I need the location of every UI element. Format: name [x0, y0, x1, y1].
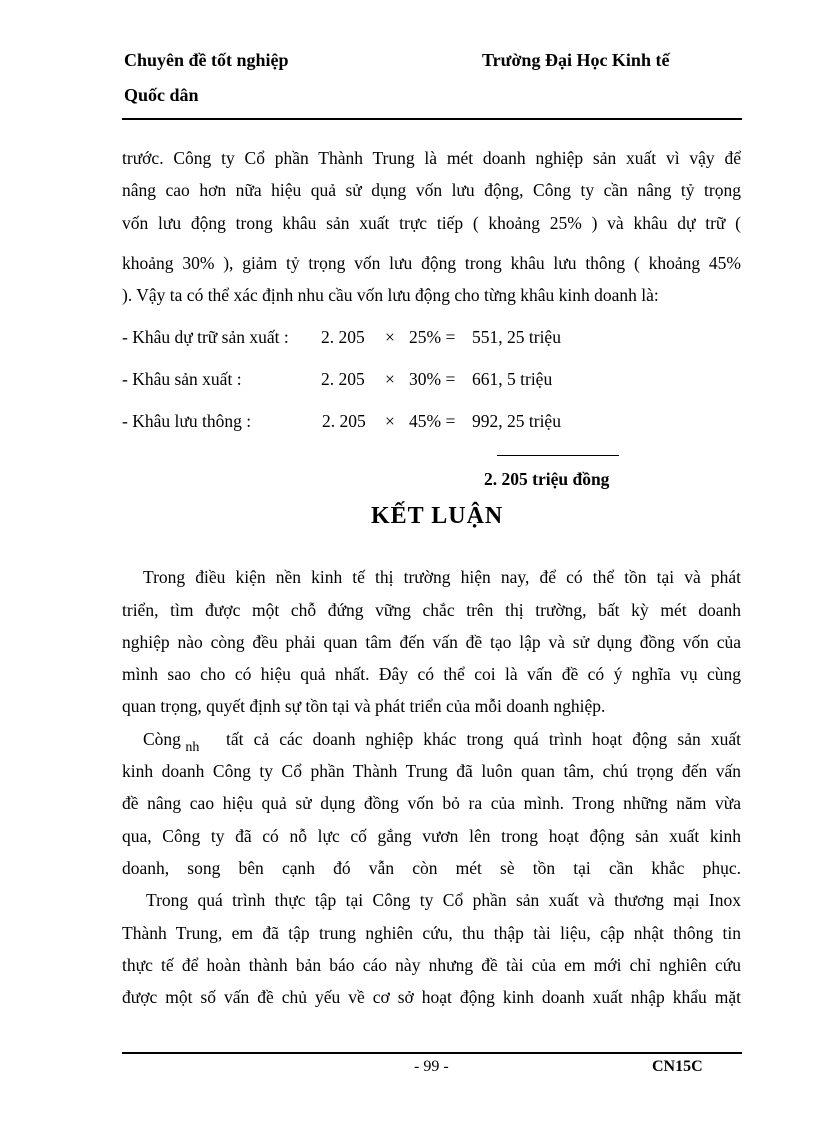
- calc-label: - Khâu dự trữ sản xuất :: [122, 327, 289, 347]
- calc-base: 2. 205: [321, 369, 365, 389]
- calc-result: 992, 25 triệu: [472, 411, 561, 431]
- para3-line-3: thực tế để hoàn thành bản báo cáo này nhưng đề tài của em mới chỉ nghiên cứu: [122, 955, 741, 975]
- intro-line-3: vốn lưu động trong khâu sản xuất trực tiếp ( khoảng 25% ) và khâu dự trữ (: [122, 213, 741, 233]
- para2-line-4: qua, Công ty đã có nỗ lực cố gắng vươn lên trong hoạt động sản xuất kinh: [122, 826, 741, 846]
- para2-line-2: kinh doanh Công ty Cổ phần Thành Trung đã luôn quan tâm, chú trọng đến vấn: [122, 761, 741, 781]
- intro-line-1: trước. Công ty Cổ phần Thành Trung là mét doanh nghiệp sản xuất vì vậy để: [122, 148, 741, 168]
- para2-line-1-rest: tất cả các doanh nghiệp khác trong quá trình hoạt động sản xuất: [226, 729, 741, 749]
- footer-code: CN15C: [652, 1058, 703, 1075]
- para1-line-4: mình sao cho có hiệu quả nhất. Đây có thể coi là vấn đề có ý nghĩa vụ cùng: [122, 664, 741, 684]
- para3-line-2: Thành Trung, em đã tập trung nghiên cứu, thu thập tài liệu, cập nhật thông tin: [122, 923, 741, 943]
- calc-pct: 30% =: [409, 369, 456, 389]
- para1-line-2: triển, tìm được một chỗ đứng vững chắc trên thị trường, bất kỳ mét doanh: [122, 600, 741, 620]
- intro-line-5: ). Vậy ta có thể xác định nhu cầu vốn lưu động cho từng khâu kinh doanh là:: [122, 285, 659, 305]
- calc-label: - Khâu lưu thông :: [122, 411, 252, 431]
- total-amount: 2. 205 triệu đồng: [484, 469, 610, 489]
- conclusion-title: KẾT LUẬN: [371, 503, 504, 529]
- page-number: - 99 -: [414, 1058, 449, 1075]
- calc-label: - Khâu sản xuất :: [122, 369, 242, 389]
- intro-line-4: khoảng 30% ), giảm tỷ trọng vốn lưu động trong khâu lưu thông ( khoảng 45%: [122, 253, 741, 273]
- para2-start: Còng: [143, 729, 181, 749]
- para3-line-4: được một số vấn đề chủ yếu về cơ sở hoạt động kinh doanh xuất nhập khẩu mặt: [122, 987, 741, 1007]
- sum-rule: [497, 455, 619, 456]
- para1-line-1: Trong điều kiện nền kinh tế thị trường hiện nay, để có thể tồn tại và phát: [143, 567, 741, 587]
- calc-op: ×: [385, 411, 395, 431]
- para1-line-3: nghiệp nào còng đều phải quan tâm đến vấn đề tạo lập và sử dụng đồng vốn của: [122, 632, 741, 652]
- header-left-line2: Quốc dân: [124, 85, 199, 105]
- calc-op: ×: [385, 369, 395, 389]
- footer-rule: [122, 1052, 742, 1054]
- para2-subscript: nh: [185, 740, 200, 755]
- calc-result: 551, 25 triệu: [472, 327, 561, 347]
- para2-line-1: [143, 729, 200, 755]
- header-right: Trường Đại Học Kinh tế: [482, 50, 670, 70]
- calc-base: 2. 205: [321, 327, 365, 347]
- para2-line-3: đề nâng cao hiệu quả sử dụng đồng vốn bỏ ra của mình. Trong những năm vừa: [122, 793, 741, 813]
- calc-op: ×: [385, 327, 395, 347]
- calc-pct: 25% =: [409, 327, 456, 347]
- intro-line-2: nâng cao hơn nữa hiệu quả sử dụng vốn lưu động, Công ty cần nâng tỷ trọng: [122, 180, 741, 200]
- calc-pct: 45% =: [409, 411, 456, 431]
- calc-result: 661, 5 triệu: [472, 369, 553, 389]
- para1-line-5: quan trọng, quyết định sự tồn tại và phát triển của mỗi doanh nghiệp.: [122, 696, 606, 716]
- header-left-line1: Chuyên đề tốt nghiệp: [124, 50, 289, 70]
- para3-line-1: Trong quá trình thực tập tại Công ty Cổ phần sản xuất và thương mại Inox: [146, 890, 741, 910]
- para2-line-5: doanh, song bên cạnh đó vẫn còn mét sè tồn tại cần khắc phục.: [122, 858, 741, 878]
- calc-base: 2. 205: [322, 411, 366, 431]
- header-rule: [122, 118, 742, 120]
